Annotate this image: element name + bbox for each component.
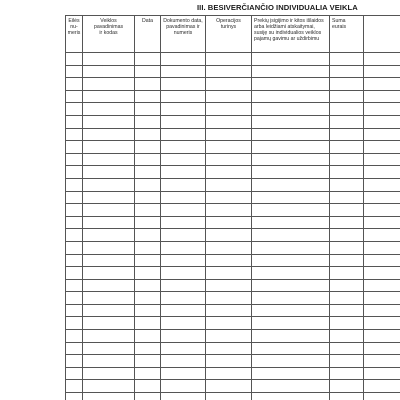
table-cell — [364, 254, 400, 267]
table-cell — [135, 178, 161, 191]
table-row — [66, 128, 400, 141]
table-cell — [330, 393, 364, 400]
table-cell — [83, 115, 135, 128]
table-cell — [161, 191, 206, 204]
table-cell — [330, 304, 364, 317]
table-cell — [252, 166, 330, 179]
table-cell — [161, 304, 206, 317]
table-cell — [206, 90, 252, 103]
table-cell — [252, 267, 330, 280]
table-cell — [161, 342, 206, 355]
table-row — [66, 304, 400, 317]
table-cell — [161, 153, 206, 166]
table-cell — [161, 103, 206, 116]
table-row — [66, 153, 400, 166]
table-cell — [364, 330, 400, 343]
column-header-operation: Operacijos turinys — [206, 16, 252, 53]
table-cell — [135, 191, 161, 204]
table-row — [66, 90, 400, 103]
table-cell — [161, 65, 206, 78]
table-cell — [83, 191, 135, 204]
section-title: III. BESIVERČIANČIO INDIVIDUALIA VEIKLA — [197, 3, 358, 12]
table-cell — [83, 78, 135, 91]
table-row — [66, 216, 400, 229]
table-cell — [364, 65, 400, 78]
table-cell — [252, 178, 330, 191]
column-header-row-number: Eilės nu- meris — [66, 16, 83, 53]
table-cell — [161, 90, 206, 103]
table-cell — [252, 141, 330, 154]
table-cell — [206, 166, 252, 179]
table-cell — [206, 267, 252, 280]
table-cell — [66, 216, 83, 229]
table-cell — [161, 367, 206, 380]
table-cell — [161, 115, 206, 128]
table-cell — [83, 166, 135, 179]
table-cell — [206, 115, 252, 128]
table-cell — [83, 178, 135, 191]
table-cell — [83, 279, 135, 292]
table-cell — [83, 367, 135, 380]
table-row — [66, 330, 400, 343]
table-cell — [135, 216, 161, 229]
table-cell — [135, 367, 161, 380]
table-cell — [330, 380, 364, 393]
table-cell — [252, 279, 330, 292]
table-cell — [66, 103, 83, 116]
table-cell — [364, 90, 400, 103]
table-cell — [83, 65, 135, 78]
table-cell — [330, 128, 364, 141]
table-cell — [330, 279, 364, 292]
table-cell — [206, 342, 252, 355]
table-cell — [66, 65, 83, 78]
table-cell — [206, 279, 252, 292]
table-cell — [252, 317, 330, 330]
table-cell — [66, 229, 83, 242]
table-cell — [330, 254, 364, 267]
table-cell — [66, 191, 83, 204]
table-cell — [135, 90, 161, 103]
table-cell — [252, 304, 330, 317]
table-cell — [83, 304, 135, 317]
table-cell — [330, 367, 364, 380]
table-cell — [252, 367, 330, 380]
table-cell — [330, 153, 364, 166]
table-cell — [83, 204, 135, 217]
table-cell — [135, 342, 161, 355]
table-cell — [252, 342, 330, 355]
table-cell — [161, 178, 206, 191]
table-cell — [66, 115, 83, 128]
column-header-document: Dokumento data, pavadinimas ir numeris — [161, 16, 206, 53]
column-header-activity: Veiklos pavadinimas ir kodas — [83, 16, 135, 53]
table-cell — [161, 241, 206, 254]
table-cell — [252, 78, 330, 91]
table-cell — [364, 166, 400, 179]
table-cell — [161, 216, 206, 229]
header-row — [66, 16, 400, 53]
table-row — [66, 65, 400, 78]
table-cell — [330, 191, 364, 204]
table-cell — [66, 78, 83, 91]
table-cell — [364, 317, 400, 330]
table-cell — [206, 141, 252, 154]
table-cell — [161, 254, 206, 267]
table-cell — [161, 204, 206, 217]
table-row — [66, 317, 400, 330]
table-cell — [252, 153, 330, 166]
table-cell — [252, 65, 330, 78]
table-cell — [66, 279, 83, 292]
table-cell — [330, 141, 364, 154]
table-row — [66, 267, 400, 280]
table-cell — [206, 241, 252, 254]
table-row — [66, 191, 400, 204]
table-row — [66, 78, 400, 91]
table-cell — [364, 267, 400, 280]
table-cell — [66, 128, 83, 141]
ledger-body — [66, 53, 400, 400]
table-row — [66, 141, 400, 154]
table-cell — [330, 78, 364, 91]
table-cell — [83, 355, 135, 368]
table-cell — [330, 166, 364, 179]
table-cell — [206, 393, 252, 400]
table-cell — [66, 380, 83, 393]
table-cell — [330, 216, 364, 229]
table-row — [66, 166, 400, 179]
table-cell — [135, 78, 161, 91]
table-cell — [83, 330, 135, 343]
table-cell — [83, 53, 135, 66]
table-cell — [206, 229, 252, 242]
table-cell — [364, 380, 400, 393]
column-header-cut-off — [364, 16, 400, 53]
table-cell — [364, 342, 400, 355]
table-cell — [83, 141, 135, 154]
table-cell — [364, 153, 400, 166]
table-cell — [161, 355, 206, 368]
table-cell — [66, 90, 83, 103]
table-cell — [135, 267, 161, 280]
table-row — [66, 342, 400, 355]
table-cell — [364, 292, 400, 305]
table-cell — [66, 166, 83, 179]
table-cell — [66, 367, 83, 380]
table-cell — [135, 115, 161, 128]
table-cell — [206, 191, 252, 204]
table-cell — [161, 393, 206, 400]
table-cell — [364, 216, 400, 229]
table-cell — [66, 330, 83, 343]
table-cell — [135, 204, 161, 217]
table-row — [66, 178, 400, 191]
table-cell — [330, 204, 364, 217]
column-header-date: Data — [135, 16, 161, 53]
table-cell — [206, 317, 252, 330]
table-cell — [135, 355, 161, 368]
table-cell — [364, 304, 400, 317]
table-cell — [161, 128, 206, 141]
table-row — [66, 53, 400, 66]
table-cell — [161, 166, 206, 179]
table-cell — [252, 103, 330, 116]
table-cell — [66, 141, 83, 154]
table-cell — [83, 292, 135, 305]
table-cell — [135, 103, 161, 116]
table-cell — [364, 178, 400, 191]
column-header-expenses: Prekių įsigijimo ir kitos išlaidos arba leidžiami atskaitymai, susiję su individualios veiklos pajamų gavimu ar uždirbimu — [252, 16, 330, 53]
table-cell — [364, 241, 400, 254]
table-row — [66, 393, 400, 400]
table-cell — [161, 380, 206, 393]
table-cell — [66, 254, 83, 267]
table-cell — [66, 292, 83, 305]
table-cell — [364, 279, 400, 292]
table-cell — [330, 342, 364, 355]
table-cell — [364, 78, 400, 91]
table-cell — [83, 128, 135, 141]
table-cell — [135, 241, 161, 254]
table-cell — [206, 330, 252, 343]
table-cell — [66, 355, 83, 368]
table-cell — [66, 267, 83, 280]
table-cell — [66, 304, 83, 317]
table-cell — [252, 204, 330, 217]
table-cell — [364, 141, 400, 154]
table-cell — [330, 330, 364, 343]
table-row — [66, 115, 400, 128]
table-cell — [135, 153, 161, 166]
table-row — [66, 103, 400, 116]
table-cell — [83, 216, 135, 229]
table-cell — [364, 53, 400, 66]
table-row — [66, 380, 400, 393]
table-cell — [135, 166, 161, 179]
table-cell — [206, 103, 252, 116]
table-cell — [252, 292, 330, 305]
table-cell — [364, 367, 400, 380]
table-cell — [83, 342, 135, 355]
table-cell — [83, 393, 135, 400]
table-cell — [364, 229, 400, 242]
table-cell — [135, 53, 161, 66]
table-cell — [66, 393, 83, 400]
table-cell — [252, 53, 330, 66]
table-cell — [83, 254, 135, 267]
table-cell — [66, 153, 83, 166]
table-cell — [66, 342, 83, 355]
table-cell — [161, 279, 206, 292]
table-cell — [364, 204, 400, 217]
table-cell — [364, 355, 400, 368]
table-row — [66, 229, 400, 242]
table-row — [66, 241, 400, 254]
table-cell — [252, 330, 330, 343]
table-row — [66, 254, 400, 267]
table-cell — [66, 178, 83, 191]
table-cell — [252, 393, 330, 400]
table-cell — [206, 53, 252, 66]
table-cell — [206, 355, 252, 368]
table-cell — [206, 153, 252, 166]
table-cell — [83, 90, 135, 103]
table-cell — [330, 65, 364, 78]
table-cell — [330, 229, 364, 242]
table-cell — [252, 216, 330, 229]
table-cell — [206, 204, 252, 217]
table-cell — [252, 115, 330, 128]
table-cell — [135, 65, 161, 78]
table-row — [66, 355, 400, 368]
table-cell — [252, 380, 330, 393]
table-cell — [364, 103, 400, 116]
table-cell — [66, 317, 83, 330]
table-cell — [83, 380, 135, 393]
table-row — [66, 279, 400, 292]
table-cell — [364, 128, 400, 141]
table-cell — [135, 141, 161, 154]
table-cell — [135, 330, 161, 343]
table-cell — [206, 254, 252, 267]
table-cell — [206, 128, 252, 141]
table-cell — [252, 128, 330, 141]
table-cell — [135, 254, 161, 267]
table-cell — [135, 229, 161, 242]
table-row — [66, 204, 400, 217]
table-cell — [161, 317, 206, 330]
table-cell — [252, 241, 330, 254]
table-cell — [161, 141, 206, 154]
table-cell — [161, 267, 206, 280]
table-cell — [206, 65, 252, 78]
table-cell — [330, 355, 364, 368]
table-cell — [135, 393, 161, 400]
table-cell — [83, 317, 135, 330]
table-cell — [83, 229, 135, 242]
table-row — [66, 367, 400, 380]
table-cell — [330, 53, 364, 66]
table-cell — [66, 241, 83, 254]
table-cell — [161, 229, 206, 242]
table-cell — [330, 90, 364, 103]
table-cell — [252, 254, 330, 267]
table-cell — [161, 78, 206, 91]
table-cell — [206, 380, 252, 393]
table-cell — [66, 53, 83, 66]
table-cell — [252, 355, 330, 368]
table-cell — [135, 292, 161, 305]
table-cell — [83, 103, 135, 116]
table-cell — [83, 241, 135, 254]
table-cell — [252, 191, 330, 204]
ledger-table — [65, 15, 400, 400]
table-cell — [330, 103, 364, 116]
table-cell — [135, 317, 161, 330]
table-cell — [330, 267, 364, 280]
table-cell — [364, 191, 400, 204]
table-cell — [206, 78, 252, 91]
table-cell — [135, 279, 161, 292]
table-cell — [252, 229, 330, 242]
table-cell — [364, 115, 400, 128]
table-cell — [330, 292, 364, 305]
table-cell — [330, 241, 364, 254]
table-cell — [364, 393, 400, 400]
table-cell — [161, 292, 206, 305]
table-cell — [135, 380, 161, 393]
table-row — [66, 292, 400, 305]
table-cell — [330, 115, 364, 128]
table-cell — [252, 90, 330, 103]
table-cell — [330, 178, 364, 191]
table-cell — [330, 317, 364, 330]
column-header-amount: Suma eurais — [330, 16, 364, 53]
table-cell — [206, 367, 252, 380]
table-cell — [206, 304, 252, 317]
table-cell — [206, 216, 252, 229]
table-cell — [206, 178, 252, 191]
table-cell — [206, 292, 252, 305]
table-cell — [135, 304, 161, 317]
table-cell — [161, 330, 206, 343]
table-cell — [66, 204, 83, 217]
table-cell — [83, 267, 135, 280]
table-cell — [161, 53, 206, 66]
table-cell — [83, 153, 135, 166]
table-cell — [135, 128, 161, 141]
